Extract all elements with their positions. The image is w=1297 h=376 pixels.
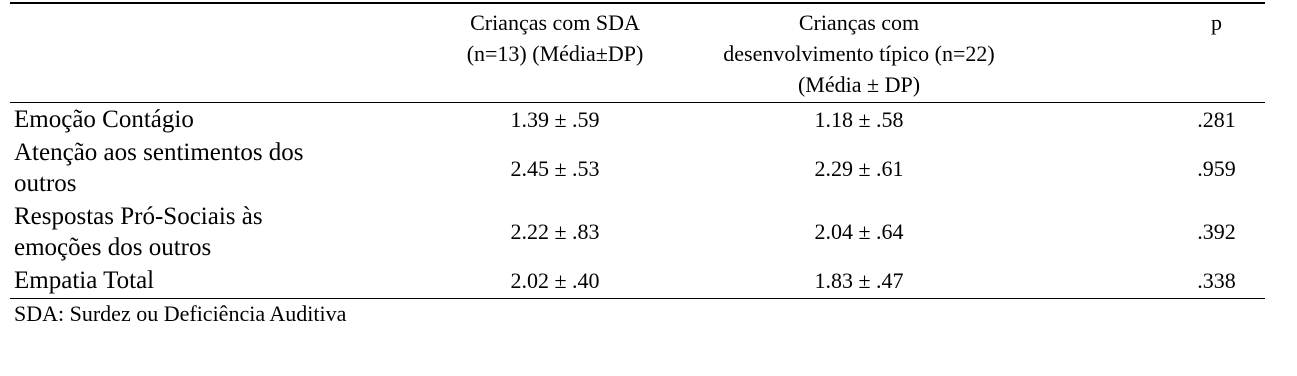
row-label-line: emoções dos outros: [14, 233, 212, 261]
header-typical-line-2: desenvolvimento típico (n=22): [723, 41, 995, 66]
header-p-line: p: [1211, 10, 1222, 35]
header-row: [10, 3, 1265, 103]
table-row: [10, 103, 1265, 137]
row-label-line: Respostas Pró-Sociais às: [14, 202, 263, 230]
table-footnote: SDA: Surdez ou Deficiência Auditiva: [14, 301, 347, 326]
table-body: [10, 103, 1265, 299]
cell-typical-value: 1.83 ± .47: [814, 268, 904, 293]
cell-sda-value: 2.22 ± .83: [510, 219, 600, 244]
table-row: [10, 200, 1265, 263]
cell-typical-value: 1.18 ± .58: [814, 107, 904, 132]
header-typical-line-1: Crianças com: [798, 10, 920, 35]
header-empty-cell: [10, 3, 410, 103]
table-row: [10, 136, 1265, 200]
row-label: [10, 103, 410, 137]
cell-sda-value: 2.45 ± .53: [510, 155, 600, 181]
row-label-line: Emoção Contágio: [14, 106, 194, 133]
cell-p-value: .392: [1197, 219, 1236, 244]
table-row: [10, 263, 1265, 299]
header-typical-group: [700, 3, 1018, 103]
header-sda-line-1: Crianças com SDA: [470, 10, 640, 35]
cell-typical-value: 2.04 ± .64: [814, 219, 904, 244]
header-typical-line-3: (Média ± DP): [797, 72, 921, 97]
cell-p-value: .959: [1197, 155, 1236, 181]
cell-p-value: .281: [1197, 107, 1236, 132]
row-label: [10, 136, 410, 200]
row-label: [10, 263, 410, 299]
header-p-value: [1018, 3, 1265, 103]
results-table-container: [10, 0, 1287, 328]
table-header: [10, 3, 1265, 103]
header-sda-line-2: (n=13) (Média±DP): [466, 41, 644, 66]
cell-p-value: .338: [1197, 268, 1236, 293]
row-label: [10, 200, 410, 263]
cell-typical-value: 2.29 ± .61: [814, 155, 904, 181]
cell-sda-value: 1.39 ± .59: [510, 107, 600, 132]
empathy-comparison-table: [10, 2, 1265, 299]
row-label-line: Empatia Total: [14, 267, 155, 294]
cell-sda-value: 2.02 ± .40: [510, 268, 600, 293]
header-sda-group: [410, 3, 700, 103]
row-label-line: Atenção aos sentimentos dos: [14, 139, 304, 166]
row-label-line: outros: [14, 170, 77, 197]
